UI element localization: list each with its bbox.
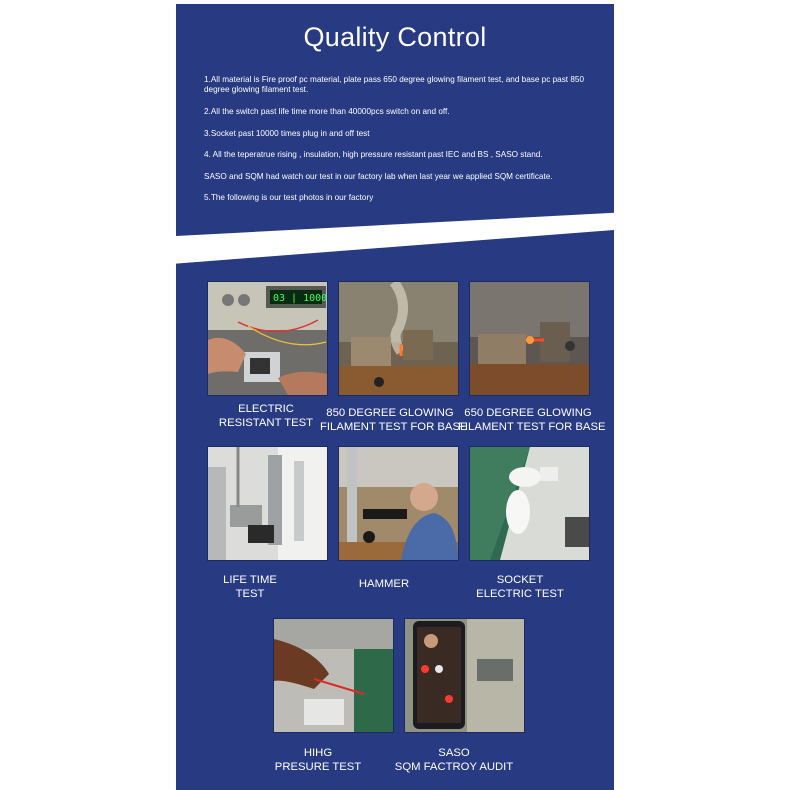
paragraph-4: 4. All the teperatrue rising , insulation, high pressure resistant past IEC and BS , SASO stand. — [204, 150, 543, 159]
caption-socket-electric-test — [450, 573, 590, 601]
caption-life-time-test — [180, 573, 320, 601]
paragraph-3: 3.Socket past 10000 times plug in and off test — [204, 129, 370, 138]
electric-resistant-test-photo — [207, 281, 328, 396]
caption-line: RESISTANT TEST — [218, 417, 314, 429]
caption-line: FILAMENT TEST FOR BASE — [458, 421, 606, 433]
caption-line: SQM FACTROY AUDIT — [394, 761, 514, 773]
caption-line: LIFE TIME — [223, 574, 277, 586]
page-title: Quality Control — [303, 22, 487, 52]
high-pressure-test-photo — [273, 618, 394, 733]
650-degree-filament-test-photo — [469, 281, 590, 396]
caption-saso-sqm-audit — [384, 746, 524, 774]
caption-line: ELECTRIC — [238, 403, 294, 415]
850-degree-filament-test-photo — [338, 281, 459, 396]
caption-650-degree-test — [458, 406, 606, 434]
caption-hammer — [314, 577, 454, 591]
paragraph-1: 1.All material is Fire proof pc material, plate pass 650 degree glowing filament test, and base pc past 850 degree glowing filament test. — [204, 75, 585, 94]
caption-line: HIHG — [303, 747, 333, 759]
caption-line: ELECTRIC TEST — [476, 588, 564, 600]
caption-line: 650 DEGREE GLOWING — [464, 407, 592, 419]
caption-line: SOCKET — [496, 574, 544, 586]
life-time-test-photo — [207, 446, 328, 561]
paragraph-5: SASO and SQM had watch our test in our factory lab when last year we applied SQM certificate. — [204, 172, 553, 181]
caption-line: SASO — [438, 747, 470, 759]
socket-electric-test-photo — [469, 446, 590, 561]
caption-electric-resistant-test — [196, 402, 336, 430]
saso-audit-photo — [404, 618, 525, 733]
caption-high-pressure-test — [248, 746, 388, 774]
caption-line: TEST — [235, 588, 265, 600]
caption-850-degree-test — [320, 406, 468, 434]
caption-line: 850 DEGREE GLOWING — [326, 407, 454, 419]
caption-line: PRESURE TEST — [274, 761, 362, 773]
meter-readout: 03 | 1000 — [273, 293, 327, 304]
paragraph-6: 5.The following is our test photos in our factory — [204, 193, 374, 202]
caption-line: FILAMENT TEST FOR BASE — [320, 421, 468, 433]
caption-line: HAMMER — [358, 578, 410, 590]
paragraph-2: 2.All the switch past life time more than 40000pcs switch on and off. — [204, 107, 450, 116]
hammer-test-photo — [338, 446, 459, 561]
